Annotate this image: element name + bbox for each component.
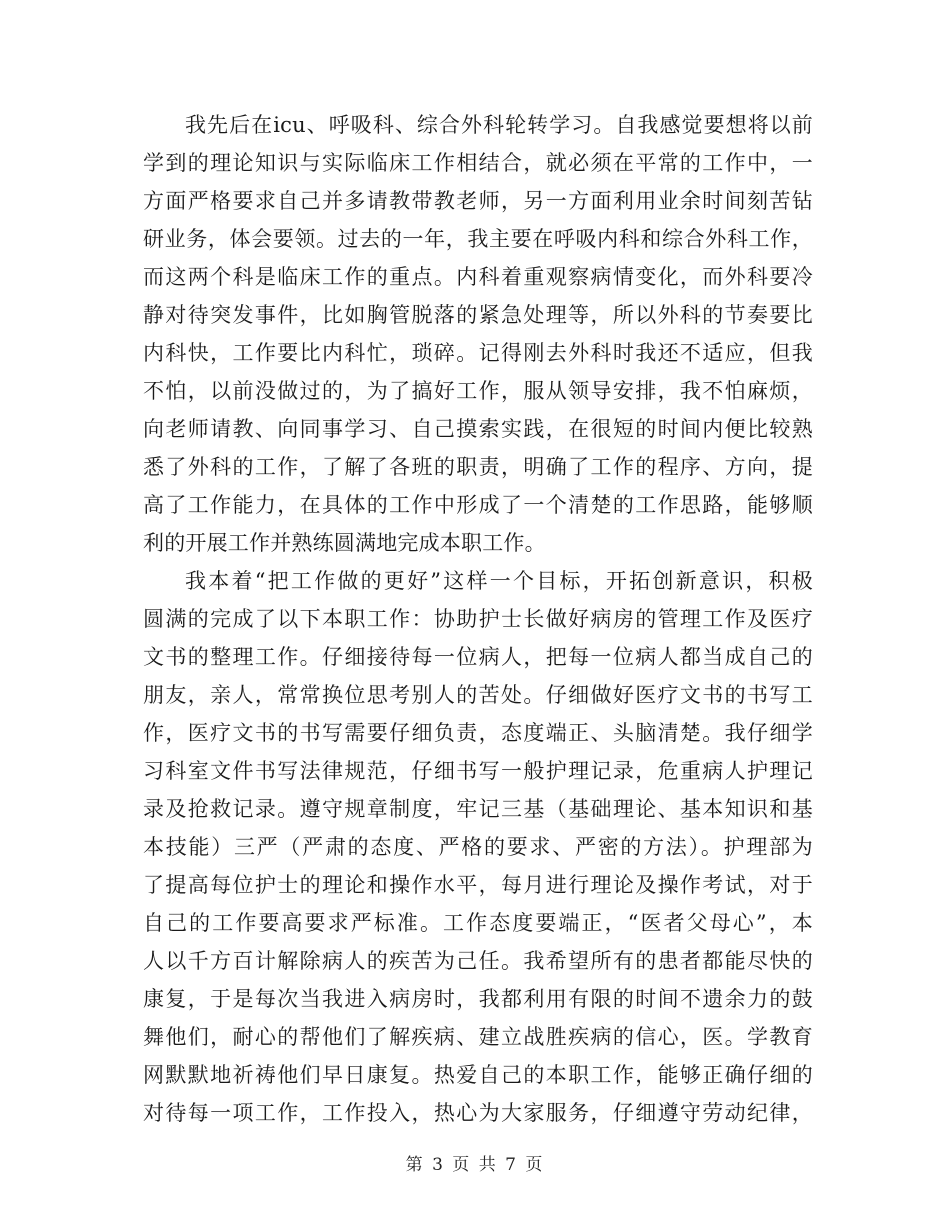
paragraph-line: 文书的整理工作。仔细接待每一位病人，把每一位病人都当成自己的	[143, 645, 813, 669]
paragraph-line: 方面严格要求自己并多请教带教老师，另一方面利用业余时间刻苦钻	[143, 189, 813, 213]
paragraph-line: 向老师请教、向同事学习、自己摸索实践，在很短的时间内便比较熟	[143, 417, 813, 441]
paragraph-line: 习科室文件书写法律规范，仔细书写一般护理记录，危重病人护理记	[143, 759, 813, 783]
paragraph-line: 内科快，工作要比内科忙，琐碎。记得刚去外科时我还不适应，但我	[143, 341, 813, 365]
paragraph-line: 录及抢救记录。遵守规章制度，牢记三基（基础理论、基本知识和基	[143, 797, 813, 821]
paragraph-line: 悉了外科的工作，了解了各班的职责，明确了工作的程序、方向，提	[143, 455, 813, 479]
paragraph-line: 我先后在icu、呼吸科、综合外科轮转学习。自我感觉要想将以前	[185, 113, 813, 137]
paragraph-line: 了提高每位护士的理论和操作水平，每月进行理论及操作考试，对于	[143, 873, 813, 897]
paragraph-line: 人以千方百计解除病人的疾苦为己任。我希望所有的患者都能尽快的	[143, 949, 813, 973]
paragraph-line: 自己的工作要高要求严标准。工作态度要端正，“医者父母心”，本	[143, 911, 813, 935]
paragraph-line: 不怕，以前没做过的，为了搞好工作，服从领导安排，我不怕麻烦，	[143, 379, 813, 403]
paragraph-line: 而这两个科是临床工作的重点。内科着重观察病情变化，而外科要冷	[143, 265, 813, 289]
paragraph-1	[143, 106, 813, 562]
paragraph-line: 学到的理论知识与实际临床工作相结合，就必须在平常的工作中，一	[143, 151, 813, 175]
paragraph-line: 作，医疗文书的书写需要仔细负责，态度端正、头脑清楚。我仔细学	[143, 721, 813, 745]
paragraph-line: 静对待突发事件，比如胸管脱落的紧急处理等，所以外科的节奏要比	[143, 303, 813, 327]
document-body	[143, 106, 813, 1132]
paragraph-line: 朋友，亲人，常常换位思考别人的苦处。仔细做好医疗文书的书写工	[143, 683, 813, 707]
paragraph-line: 康复，于是每次当我进入病房时，我都利用有限的时间不遗余力的鼓	[143, 987, 813, 1011]
paragraph-line: 圆满的完成了以下本职工作：协助护士长做好病房的管理工作及医疗	[143, 607, 813, 631]
paragraph-line: 研业务，体会要领。过去的一年，我主要在呼吸内科和综合外科工作，	[143, 227, 813, 251]
paragraph-line: 舞他们，耐心的帮他们了解疾病、建立战胜疾病的信心，医。学教育	[143, 1025, 813, 1049]
paragraph-2	[143, 562, 813, 1132]
paragraph-line: 我本着“把工作做的更好”这样一个目标，开拓创新意识，积极	[185, 569, 813, 593]
page-number-footer: 第 3 页 共 7 页	[405, 1155, 545, 1175]
paragraph-line: 高了工作能力，在具体的工作中形成了一个清楚的工作思路，能够顺	[143, 493, 813, 517]
paragraph-line: 对待每一项工作，工作投入，热心为大家服务，仔细遵守劳动纪律，	[143, 1101, 813, 1125]
paragraph-line: 利的开展工作并熟练圆满地完成本职工作。	[143, 531, 546, 555]
paragraph-line: 本技能）三严（严肃的态度、严格的要求、严密的方法）。护理部为	[143, 835, 813, 859]
paragraph-line: 网默默地祈祷他们早日康复。热爱自己的本职工作，能够正确仔细的	[143, 1063, 813, 1087]
